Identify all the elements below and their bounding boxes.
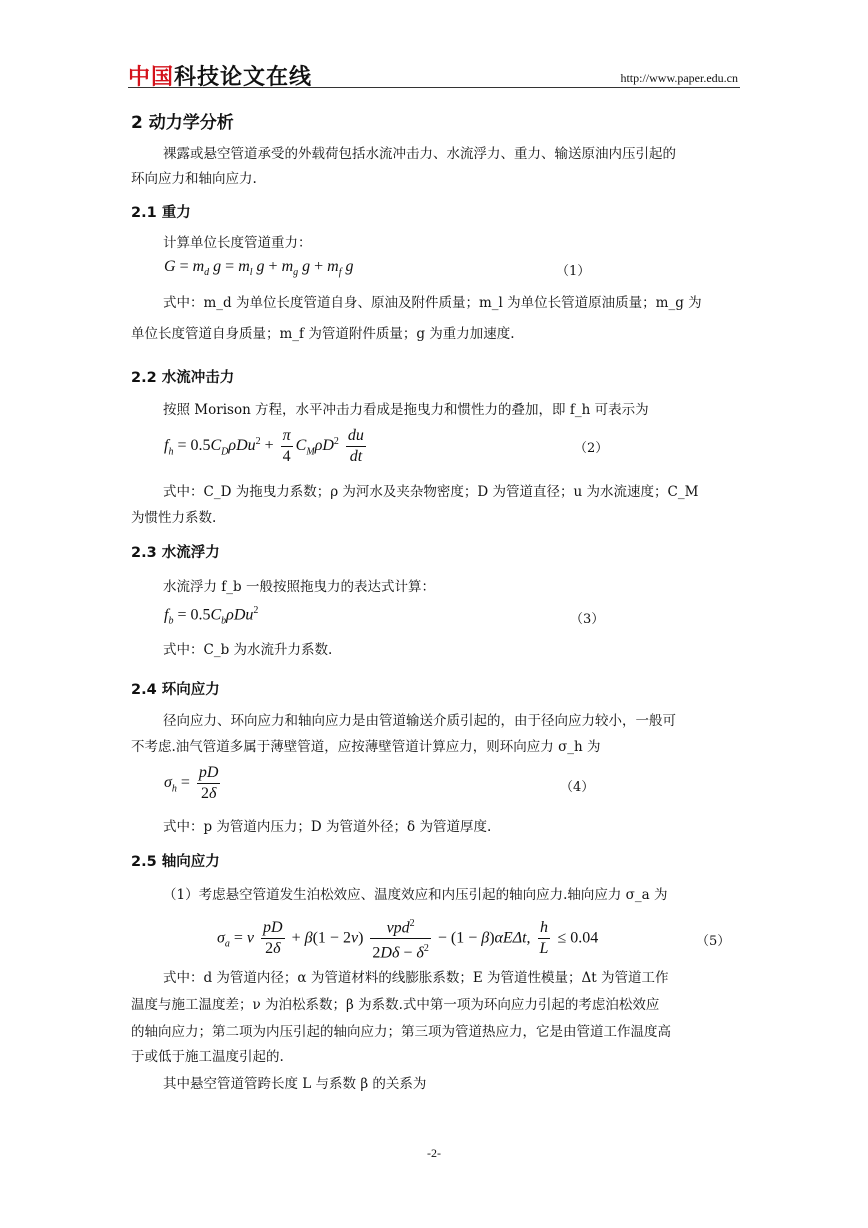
s25-desc-line-2: 温度与施工温度差；ν 为泊松系数；β 为系数.式中第一项为环向应力引起的考虑泊松效应 [131,997,660,1013]
subsection-title-2-1: 2.1 重力 [131,205,191,221]
logo-part2: 科技论文在线 [174,65,313,90]
s25-desc-line-3: 的轴向应力；第二项为内压引起的轴向应力；第三项为管道热应力，它是由管道工作温度高 [131,1024,671,1040]
intro-line-2: 环向应力和轴向应力. [131,171,257,187]
s22-desc-line-2: 为惯性力系数. [131,510,217,526]
page-number: -2- [427,1146,441,1160]
s22-lead: 按照 Morison 方程，水平冲击力看成是拖曳力和惯性力的叠加，即 f_h 可表示为 [163,402,649,418]
s22-desc-line-1: 式中：C_D 为拖曳力系数；ρ 为河水及夹杂物密度；D 为管道直径；u 为水流速度；C_M [163,484,699,500]
s25-closing: 其中悬空管道管跨长度 L 与系数 β 的关系为 [163,1076,427,1092]
s24-desc: 式中：p 为管道内压力；D 为管道外径；δ 为管道厚度. [163,819,492,835]
s21-desc-line-1: 式中：m_d 为单位长度管道自身、原油及附件质量；m_l 为单位长管道原油质量；m_g 为 [163,295,702,311]
equation-5: $\sigma_a = \nu$ $\frac{pD}{2\delta}$ + β(1 − 2ν) $\frac{\nu pd^2}{2D\delta - \delta^2}$ − (1 − β)αEΔt, $\frac{h}{L}$ ≤ 0.04 [217,914,598,964]
equation-4: $\sigma_h$ = $\frac{pD}{2\delta}$ [164,764,219,802]
logo-part1: 中国 [128,65,175,90]
equation-3: $f_b = 0.5C_b\rho Du^2$ [164,605,259,627]
equation-4-number: （4） [560,780,595,795]
subsection-title-2-4: 2.4 环向应力 [131,682,220,698]
s25-desc-line-1: 式中：d 为管道内径；α 为管道材料的线膨胀系数；E 为管道性模量；Δt 为管道工作 [163,970,669,986]
s23-desc: 式中：C_b 为水流升力系数. [163,642,333,658]
s25-desc-line-4: 于或低于施工温度引起的. [131,1049,284,1065]
equation-1: $G = m_d$ $g = m_l$ $g + m_g$ $g + m_f$ g [164,258,354,279]
s24-para-line-1: 径向应力、环向应力和轴向应力是由管道输送介质引起的，由于径向应力较小，一般可 [163,713,676,729]
s21-desc-line-2: 单位长度管道自身质量；m_f 为管道附件质量；g 为重力加速度. [131,326,515,342]
s23-lead: 水流浮力 f_b 一般按照拖曳力的表达式计算： [163,579,435,595]
equation-2: $f_h = 0.5C_D\rho Du^2$ + $\frac{\pi}{4}$ $C_M\rho D^2$ $\frac{du}{dt}$ [164,427,364,465]
subsection-title-2-2: 2.2 水流冲击力 [131,370,235,386]
equation-3-number: （3） [570,612,605,627]
equation-1-number: （1） [556,264,591,279]
section-title: 2 动力学分析 [131,113,234,133]
header-url[interactable]: http://www.paper.edu.cn [620,71,738,85]
subsection-title-2-5: 2.5 轴向应力 [131,854,220,870]
s21-lead: 计算单位长度管道重力： [163,235,312,251]
subsection-title-2-3: 2.3 水流浮力 [131,545,220,561]
s24-para-line-2: 不考虑.油气管道多属于薄壁管道，应按薄壁管道计算应力，则环向应力 σ_h 为 [131,739,601,755]
s25-lead: （1）考虑悬空管道发生泊松效应、温度效应和内压引起的轴向应力.轴向应力 σ_a 为 [163,887,668,903]
equation-5-number: （5） [696,934,731,949]
intro-line-1: 裸露或悬空管道承受的外载荷包括水流冲击力、水流浮力、重力、输送原油内压引起的 [163,146,676,162]
header-divider [128,87,740,88]
equation-2-number: （2） [574,441,609,456]
